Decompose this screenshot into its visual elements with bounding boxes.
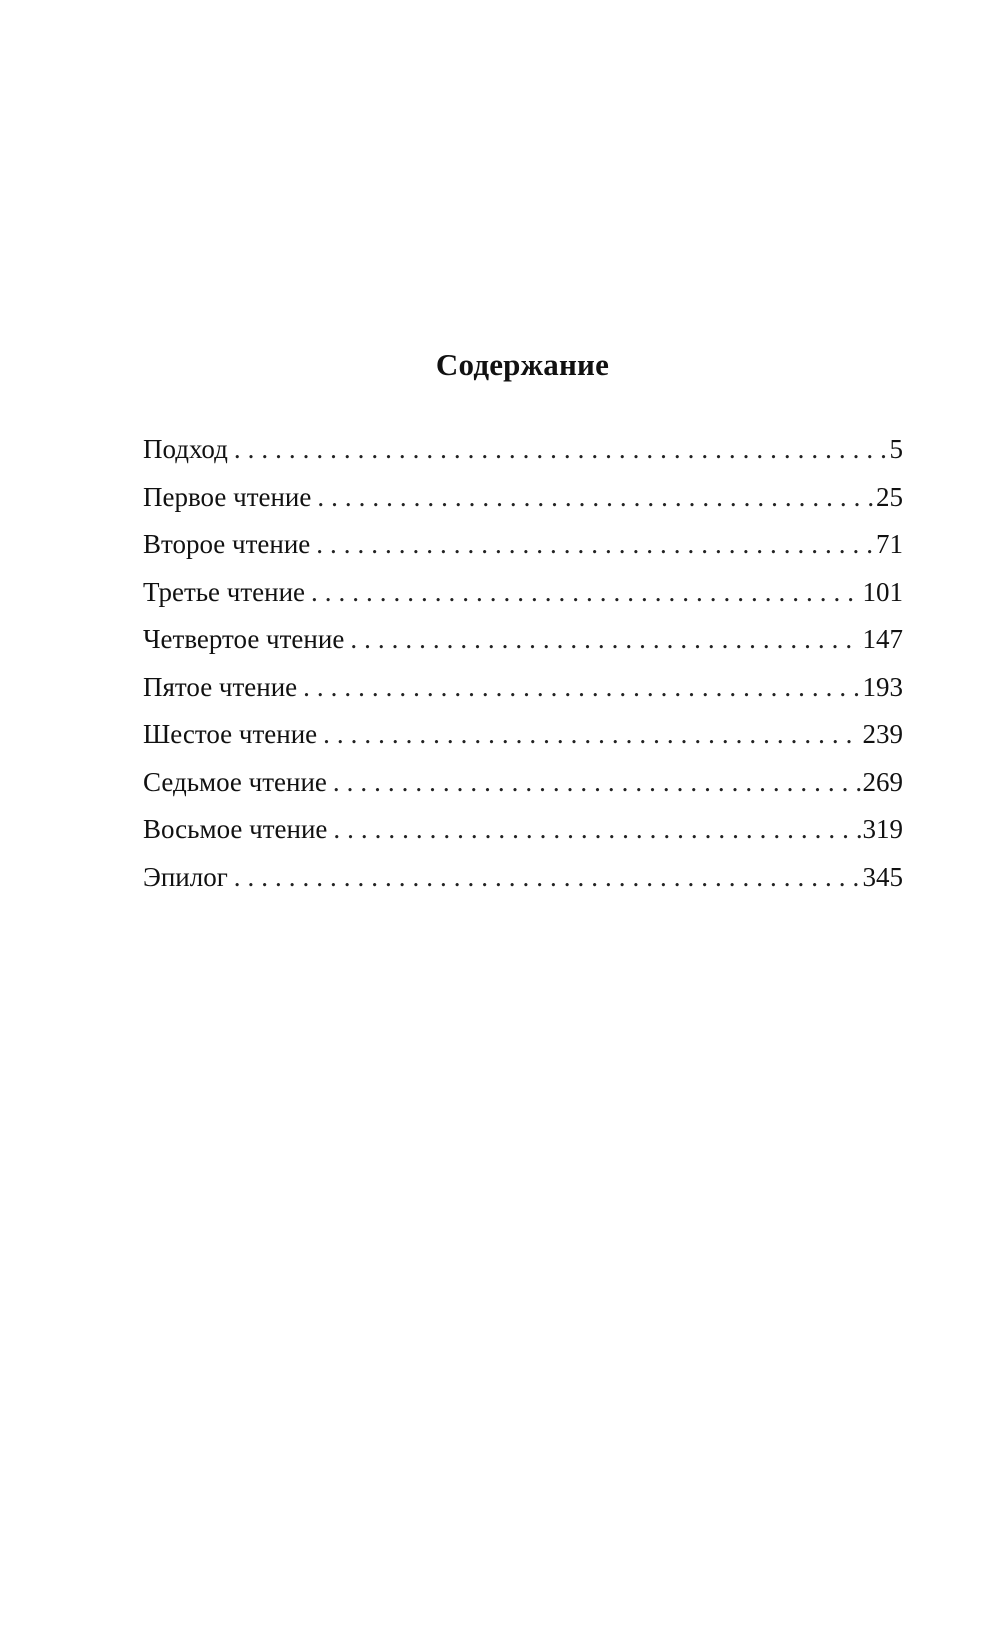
toc-entry-title: Четвертое чтение [143,624,345,654]
toc-entry-title: Шестое чтение [143,719,318,749]
toc-entry-page: 269 [862,766,903,797]
toc-entry [143,716,903,764]
toc-entry [143,479,903,527]
toc-entry-page: 101 [862,576,903,607]
toc-leader-dots [234,859,861,895]
page-title: Содержание [435,347,610,382]
toc-entry [143,431,903,479]
toc-entry-title: Седьмое чтение [143,766,327,797]
toc-entry-title: Первое чтение [143,481,312,512]
toc-entry [143,621,903,669]
toc-entry-title: Подход [143,434,228,464]
toc-entry-title: Пятое чтение [143,671,298,702]
toc-entry [143,764,903,812]
toc-leader-dots [333,764,861,800]
toc-entry [143,859,903,907]
toc-leader-dots [311,574,860,610]
toc-entry-title: Второе чтение [143,529,311,559]
toc-entry-page: 319 [862,814,903,844]
toc-entry-title: Восьмое чтение [143,814,328,844]
toc-leader-dots [333,811,860,847]
toc-entry-title: Третье чтение [143,576,306,607]
toc-entry-page: 345 [862,861,903,892]
table-of-contents [143,431,903,906]
toc-entry [143,526,903,574]
toc-leader-dots [303,669,860,705]
toc-leader-dots [317,479,874,515]
toc-entry-page: 147 [862,624,903,654]
toc-leader-dots [316,526,874,562]
toc-leader-dots [234,431,888,467]
toc-leader-dots [350,621,860,657]
toc-entry-page: 193 [862,671,903,702]
toc-entry-page: 239 [862,719,903,749]
toc-entry [143,669,903,717]
toc-entry-title: Эпилог [143,861,228,892]
toc-leader-dots [323,716,860,752]
toc-entry-page: 5 [889,434,903,464]
toc-entry [143,574,903,622]
toc-entry-page: 25 [876,481,903,512]
toc-entry-page: 71 [876,529,903,559]
toc-entry [143,811,903,859]
